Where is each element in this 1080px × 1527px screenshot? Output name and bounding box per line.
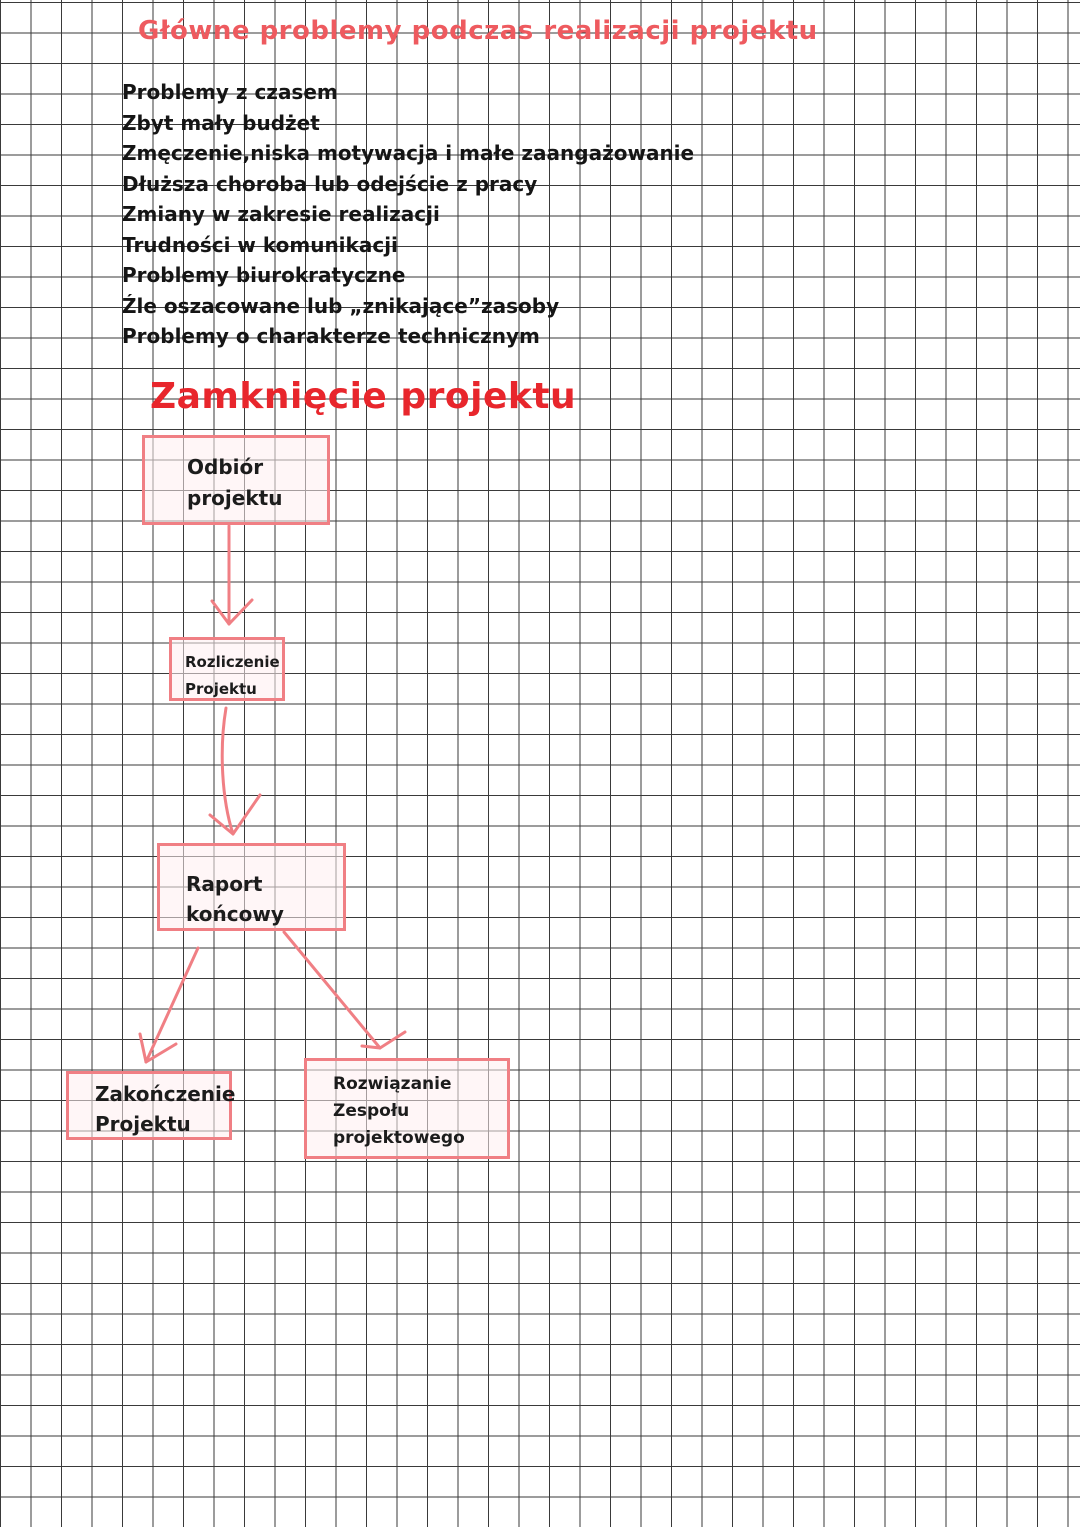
step-box-raport bbox=[157, 843, 346, 931]
section-title: Zamknięcie projektu bbox=[150, 376, 577, 417]
step-label: Rozliczenie Projektu bbox=[185, 653, 280, 698]
step-box-odbior bbox=[142, 435, 330, 525]
list-item: Problemy z czasem bbox=[122, 80, 338, 104]
step-box-zakonczenie bbox=[66, 1071, 236, 1140]
step-box-rozliczenie bbox=[169, 637, 285, 701]
arrowhead-1 bbox=[212, 600, 252, 624]
list-item: Zmiany w zakresie realizacji bbox=[122, 202, 440, 226]
list-item: Dłuższa choroba lub odejście z pracy bbox=[122, 171, 538, 196]
list-item: Zbyt mały budżet bbox=[122, 110, 320, 135]
list-item: Problemy o charakterze technicznym bbox=[122, 324, 540, 348]
arrowhead-2 bbox=[210, 795, 260, 834]
arrow-rozliczenie-to-raport bbox=[222, 708, 233, 834]
step-label: Rozwiązanie Zespołu projektowego bbox=[333, 1074, 465, 1148]
list-item: Problemy biurokratyczne bbox=[122, 263, 406, 287]
list-item: Źle oszacowane lub „znikające”zasoby bbox=[122, 293, 560, 318]
step-label: Raport końcowy bbox=[186, 872, 284, 926]
step-label: Odbiór projektu bbox=[187, 455, 283, 510]
list-item: Zmęczenie,niska motywacja i małe zaangażowanie bbox=[122, 141, 695, 165]
page-heading: Główne problemy podczas realizacji projektu bbox=[138, 16, 818, 46]
step-box-rozwiazanie bbox=[304, 1058, 510, 1159]
step-label: Zakończenie Projektu bbox=[95, 1082, 236, 1136]
list-item: Trudności w komunikacji bbox=[122, 232, 398, 257]
arrow-raport-to-rozwiazanie bbox=[284, 932, 380, 1048]
